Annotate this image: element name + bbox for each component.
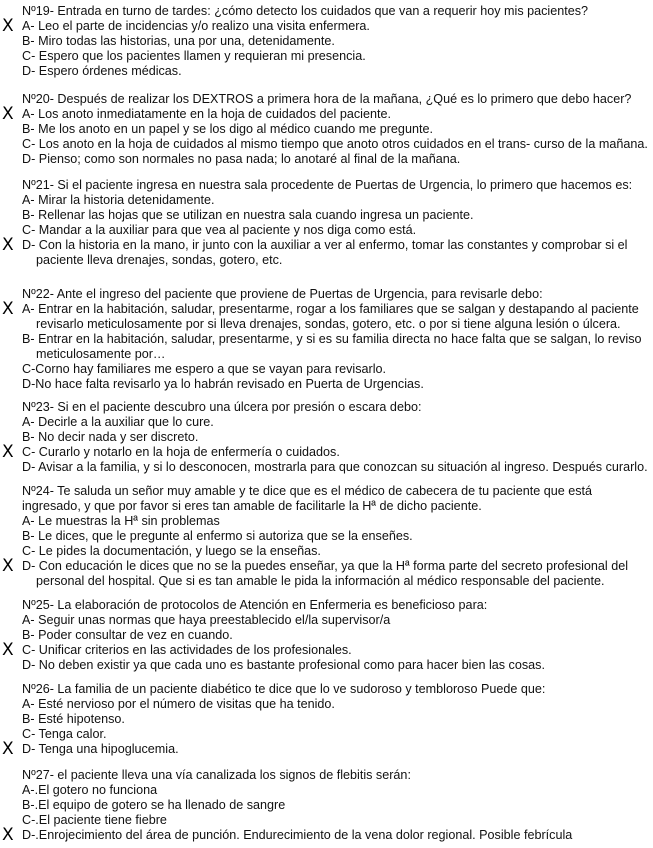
option-c[interactable]: C- Espero que los pacientes llamen y requieran mi presencia. (22, 49, 366, 63)
answer-mark-icon: X (2, 104, 14, 124)
option-d[interactable]: D- Pienso; como son normales no pasa nada; lo anotaré al final de la mañana. (22, 152, 461, 166)
answer-mark-icon: X (2, 16, 14, 36)
question-text: Nº19- Entrada en turno de tardes: ¿cómo detecto los cuidados que van a requerir hoy mis pacientes? (22, 4, 589, 18)
option-d[interactable]: D- Avisar a la familia, y si lo desconocen, mostrarla para que conozcan su situación al ingreso. Después curarlo. (22, 460, 648, 474)
option-b[interactable]: B- No decir nada y ser discreto. (22, 430, 199, 444)
option-a[interactable]: A-.El gotero no funciona (22, 783, 158, 797)
option-d[interactable]: D- Espero órdenes médicas. (22, 64, 182, 78)
answer-mark-icon: X (2, 299, 14, 319)
question-24 (0, 484, 653, 589)
option-d[interactable]: X D-.Enrojecimiento del área de punción. Endurecimiento de la vena dolor regional. Posible febrícula (2, 825, 573, 845)
question-text: Nº25- La elaboración de protocolos de Atención en Enfermeria es beneficioso para: (22, 598, 488, 612)
answer-mark-icon: X (2, 442, 14, 462)
option-b[interactable]: B-.El equipo de gotero se ha llenado de sangre (22, 798, 286, 812)
option-d[interactable]: X D- Con educación le dices que no se la puedes enseñar, ya que la Hª forma parte del secreto profesional del personal del hospital. Que si es tan amable le pida la información al médico responsable del paciente. (2, 556, 629, 588)
answer-mark-icon: X (2, 235, 14, 255)
option-c[interactable]: C-Corno hay familiares me espero a que se vayan para revisarlo. (22, 362, 386, 376)
option-b[interactable]: B- Le dices, que le pregunte al enfermo si autoriza que se la enseñes. (22, 529, 413, 543)
option-c[interactable]: C-.El paciente tiene fiebre (22, 813, 167, 827)
option-c[interactable]: C- Mandar a la auxiliar para que vea al paciente y nos diga como está. (22, 223, 417, 237)
option-c[interactable]: C- Los anoto en la hoja de cuidados al mismo tiempo que anoto otros cuidados en el trans- curso de la mañana. (22, 137, 648, 151)
question-27 (0, 768, 653, 843)
question-21 (0, 178, 653, 268)
option-a[interactable]: A- Le muestras la Hª sin problemas (22, 514, 220, 528)
answer-mark-icon: X (2, 825, 14, 845)
option-b[interactable]: B- Poder consultar de vez en cuando. (22, 628, 233, 642)
question-22 (0, 287, 653, 392)
answer-mark-icon: X (2, 739, 14, 759)
option-a[interactable]: A- Mirar la historia detenidamente. (22, 193, 215, 207)
option-d[interactable]: D-No hace falta revisarlo ya lo habrán revisado en Puerta de Urgencias. (22, 377, 424, 391)
question-19 (0, 4, 653, 79)
question-25 (0, 598, 653, 673)
question-text: Nº23- Si en el paciente descubro una úlcera por presión o escara debo: (22, 400, 422, 414)
question-23 (0, 400, 653, 475)
question-text: Nº27- el paciente lleva una vía canalizada los signos de flebitis serán: (22, 768, 411, 782)
answer-mark-icon: X (2, 556, 14, 576)
option-c[interactable]: X C- Curarlo y notarlo en la hoja de enfermería o cuidados. (2, 442, 340, 462)
question-20 (0, 92, 653, 167)
question-text: Nº22- Ante el ingreso del paciente que proviene de Puertas de Urgencia, para revisarle debo: (22, 287, 543, 301)
option-a[interactable]: A- Seguir unas normas que haya preestablecido el/la supervisor/a (22, 613, 391, 627)
option-b[interactable]: B- Me los anoto en un papel y se los digo al médico cuando me pregunte. (22, 122, 433, 136)
answer-mark-icon: X (2, 640, 14, 660)
option-a[interactable]: X A- Leo el parte de incidencias y/o realizo una visita enfermera. (2, 16, 370, 36)
option-a[interactable]: A- Esté nervioso por el número de visitas que ha tenido. (22, 697, 335, 711)
question-text: Nº21- Si el paciente ingresa en nuestra sala procedente de Puertas de Urgencia, lo primero que hacemos es: (22, 178, 633, 192)
option-b[interactable]: B- Rellenar las hojas que se utilizan en nuestra sala cuando ingresa un paciente. (22, 208, 474, 222)
option-d[interactable]: D- No deben existir ya que cada uno es bastante profesional como para hacer bien las cosas. (22, 658, 545, 672)
option-c[interactable]: X C- Unificar criterios en las actividades de los profesionales. (2, 640, 352, 660)
option-b[interactable]: B- Miro todas las historias, una por una, detenidamente. (22, 34, 335, 48)
option-d[interactable]: X D- Con la historia en la mano, ir junto con la auxiliar a ver al enfermo, tomar las constantes y comprobar si el paciente lleva drenajes, sondas, gotero, etc. (2, 235, 628, 267)
option-d[interactable]: X D- Tenga una hipoglucemia. (2, 739, 179, 759)
option-c[interactable]: C- Le pides la documentación, y luego se la enseñas. (22, 544, 321, 558)
option-a[interactable]: X A- Los anoto inmediatamente en la hoja de cuidados del paciente. (2, 104, 391, 124)
question-text: Nº26- La familia de un paciente diabético te dice que lo ve sudoroso y tembloroso Puede que: (22, 682, 546, 696)
question-text: Nº24- Te saluda un señor muy amable y te dice que es el médico de cabecera de tu paciente que está ingresado, y que por favor si eres tan amable de facilitarle la Hª de dicho paciente. (22, 484, 593, 513)
option-b[interactable]: B- Entrar en la habitación, saludar, presentarme, y si es su familia directa no hace falta que se salgan, lo reviso meticulosamente por… (22, 332, 642, 361)
question-26 (0, 682, 653, 757)
option-c[interactable]: C- Tenga calor. (22, 727, 107, 741)
option-b[interactable]: B- Esté hipotenso. (22, 712, 125, 726)
option-a[interactable]: X A- Entrar en la habitación, saludar, presentarme, rogar a los familiares que se salgan y destapando al paciente revisarlo meticulosamente por si lleva drenajes, sondas, gotero, etc. o por si tiene alguna lesión o úlcera. (2, 299, 639, 331)
option-a[interactable]: A- Decirle a la auxiliar que lo cure. (22, 415, 214, 429)
question-text: Nº20- Después de realizar los DEXTROS a primera hora de la mañana, ¿Qué es lo primero que debo hacer? (22, 92, 632, 106)
